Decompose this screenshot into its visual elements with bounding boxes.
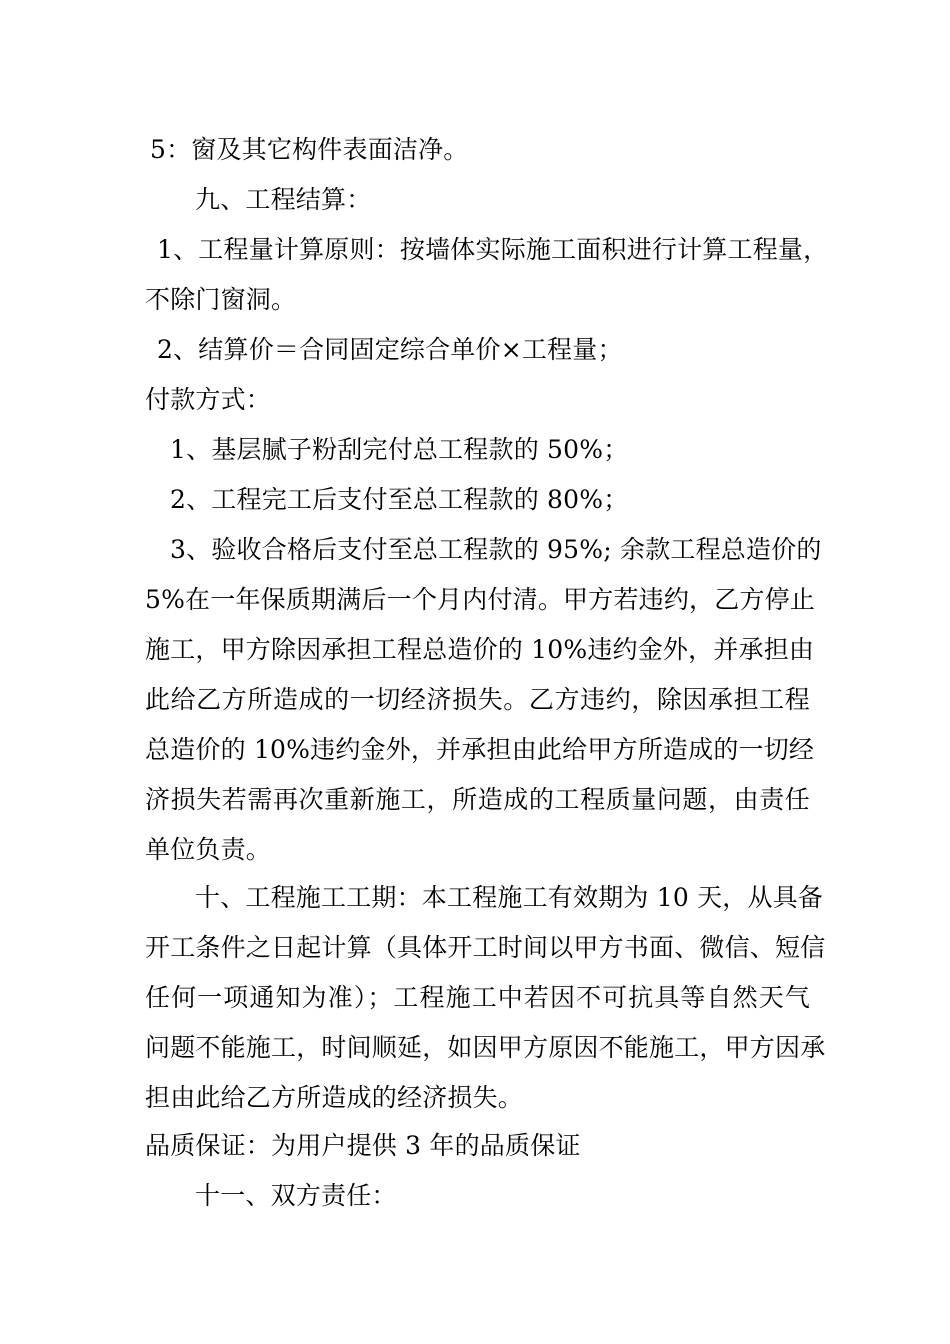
schedule-line-4: 担由此给乙方所造成的经济损失。 — [145, 1083, 524, 1112]
schedule-line-2: 任何一项通知为准）；工程施工中若因不可抗具等自然天气 — [145, 983, 810, 1012]
settlement-rule-line-cont: 不除门窗洞。 — [145, 285, 297, 314]
payment-item-3-cont-3: 此给乙方所造成的一切经济损失。乙方违约，除因承担工程 — [145, 685, 810, 714]
section-heading-responsibilities: 十一、双方责任： — [195, 1181, 397, 1210]
clause-line-window-clean: 5：窗及其它构件表面洁净。 — [150, 135, 469, 164]
payment-item-3-cont-1: 5%在一年保质期满后一个月内付清。甲方若违约，乙方停止 — [145, 585, 816, 614]
payment-item-3-cont-6: 单位负责。 — [145, 835, 272, 864]
payment-item-3: 3、验收合格后支付至总工程款的 95%; 余款工程总造价的 — [170, 535, 822, 564]
schedule-line-3: 问题不能施工，时间顺延，如因甲方原因不能施工，甲方因承 — [145, 1033, 826, 1062]
payment-item-2: 2、工程完工后支付至总工程款的 80%； — [170, 485, 629, 514]
schedule-line-1: 开工条件之日起计算（具体开工时间以甲方书面、微信、短信 — [145, 933, 826, 962]
payment-item-3-cont-2: 施工，甲方除因承担工程总造价的 10%违约金外，并承担由 — [145, 635, 815, 664]
settlement-rule-line: 1、工程量计算原则：按墙体实际施工面积进行计算工程量， — [157, 235, 829, 264]
quality-guarantee-line: 品质保证：为用户提供 3 年的品质保证 — [145, 1131, 581, 1160]
section-heading-settlement: 九、工程结算： — [195, 185, 372, 214]
payment-item-3-cont-4: 总造价的 10%违约金外，并承担由此给甲方所造成的一切经 — [145, 735, 815, 764]
section-heading-schedule: 十、工程施工工期：本工程施工有效期为 10 天，从具备 — [195, 883, 824, 912]
payment-item-3-cont-5: 济损失若需再次重新施工，所造成的工程质量问题，由责任 — [145, 785, 810, 814]
payment-method-heading: 付款方式： — [145, 385, 272, 414]
settlement-price-line: 2、结算价＝合同固定综合单价×工程量； — [157, 335, 623, 364]
payment-item-1: 1、基层腻子粉刮完付总工程款的 50%； — [170, 435, 629, 464]
